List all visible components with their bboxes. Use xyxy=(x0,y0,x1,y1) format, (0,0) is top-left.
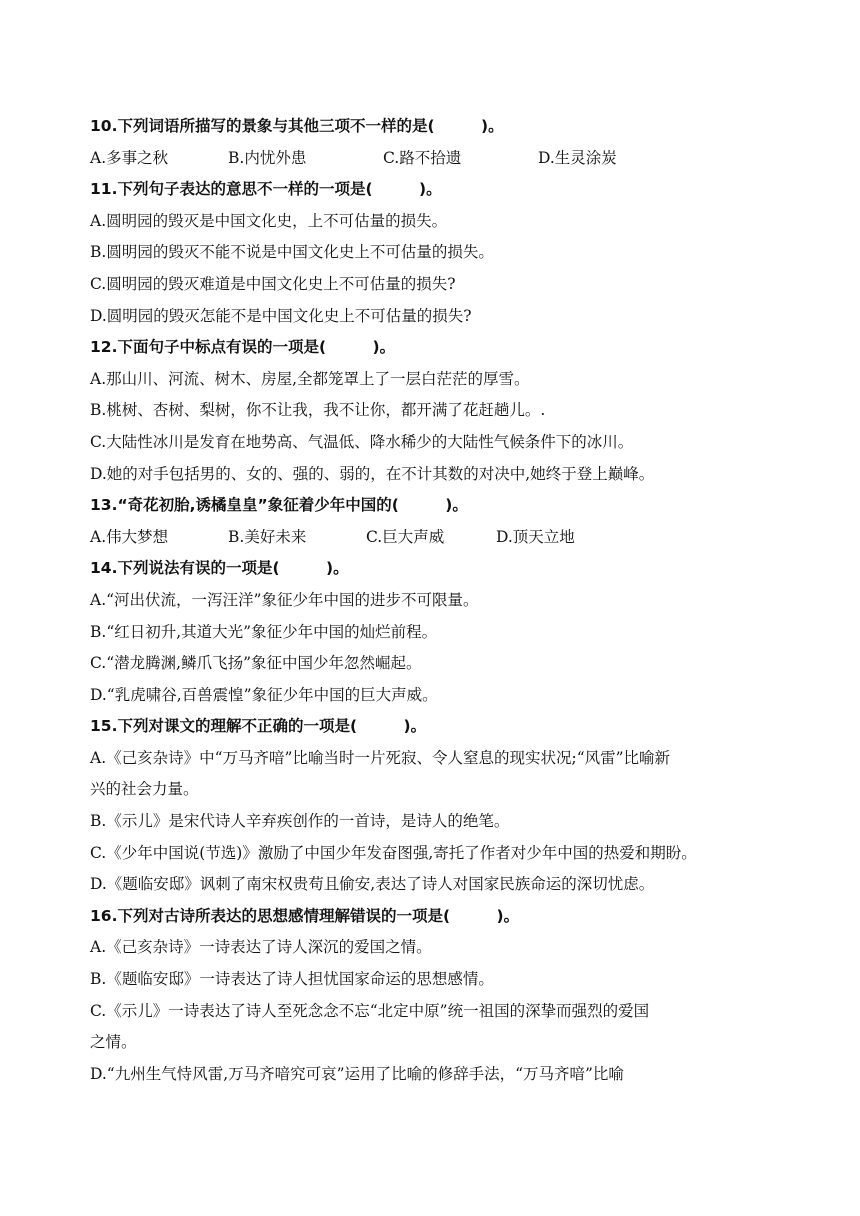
question-15-option-d: D.《题临安邸》讽刺了南宋权贵苟且偷安,表达了诗人对国家民族命运的深切忧虑。 xyxy=(90,875,655,894)
question-13-option-c: C.巨大声威 xyxy=(366,527,445,546)
question-16-option-c-continued: 之情。 xyxy=(90,1033,137,1052)
question-14-option-a: A.“河出伏流，一泻汪洋”象征少年中国的进步不可限量。 xyxy=(90,590,479,609)
question-12-option-c: C.大陆性冰川是发育在地势高、气温低、降水稀少的大陆性气候条件下的冰川。 xyxy=(90,432,634,451)
question-11-option-d: D.圆明园的毁灭怎能不是中国文化史上不可估量的损失? xyxy=(90,306,472,325)
question-15-option-c: C.《少年中国说(节选)》激励了中国少年发奋图强,寄托了作者对少年中国的热爱和期盼。 xyxy=(90,843,697,862)
question-16-option-a: A.《己亥杂诗》一诗表达了诗人深沉的爱国之情。 xyxy=(90,938,432,957)
question-11-option-c: C.圆明园的毁灭难道是中国文化史上不可估量的损失? xyxy=(90,274,456,293)
question-10-option-d: D.生灵涂炭 xyxy=(538,148,617,167)
worksheet-page xyxy=(90,111,790,1090)
question-12-option-d: D.她的对手包括男的、女的、强的、弱的，在不计其数的对决中,她终于登上巅峰。 xyxy=(90,464,655,483)
question-15-option-a-continued: 兴的社会力量。 xyxy=(90,780,199,799)
question-10-option-a: A.多事之秋 xyxy=(90,148,169,167)
question-10-stem: 10.下列词语所描写的景象与其他三项不一样的是( )。 xyxy=(90,117,504,135)
question-11-stem: 11.下列句子表达的意思不一样的一项是( )。 xyxy=(90,180,442,199)
question-16-stem: 16.下列对古诗所表达的思想感情理解错误的一项是( )。 xyxy=(90,906,520,925)
question-14-option-d: D.“乳虎啸谷,百兽震惶”象征少年中国的巨大声威。 xyxy=(90,685,438,704)
question-12-stem: 12.下面句子中标点有误的一项是( )。 xyxy=(90,338,396,357)
question-10-options xyxy=(90,143,790,175)
question-16-option-c: C.《示儿》一诗表达了诗人至死念念不忘“北定中原”统一祖国的深挚而强烈的爱国 xyxy=(90,1001,650,1020)
question-13-stem: 13.“奇花初胎,诱橘皇皇”象征着少年中国的( )。 xyxy=(90,496,468,515)
question-12-option-b: B.桃树、杏树、梨树，你不让我，我不让你，都开满了花赶趟儿。. xyxy=(90,401,546,420)
question-13-option-b: B.美好未来 xyxy=(228,527,307,546)
question-10-option-b: B.内忧外患 xyxy=(228,148,307,167)
question-13-options xyxy=(90,522,790,554)
question-12-option-a: A.那山川、河流、树木、房屋,全都笼罩上了一层白茫茫的厚雪。 xyxy=(90,369,530,388)
question-11-option-a: A.圆明园的毁灭是中国文化史，上不可估量的损失。 xyxy=(90,211,448,230)
question-14-option-c: C.“潜龙腾渊,鳞爪飞扬”象征中国少年忽然崛起。 xyxy=(90,654,422,673)
question-13-option-d: D.顶天立地 xyxy=(496,527,575,546)
question-14-stem: 14.下列说法有误的一项是( )。 xyxy=(90,559,349,578)
question-13-option-a: A.伟大梦想 xyxy=(90,527,169,546)
question-16-option-d: D.“九州生气恃风雷,万马齐喑究可哀”运用了比喻的修辞手法，“万马齐喑”比喻 xyxy=(90,1064,624,1083)
question-15-option-b: B.《示儿》是宋代诗人辛弃疾创作的一首诗，是诗人的绝笔。 xyxy=(90,812,510,831)
question-14-option-b: B.“红日初升,其道大光”象征少年中国的灿烂前程。 xyxy=(90,622,438,641)
question-10-option-c: C.路不拾遗 xyxy=(383,148,462,167)
question-15-option-a: A.《己亥杂诗》中“万马齐喑”比喻当时一片死寂、令人窒息的现实状况;“风雷”比喻新 xyxy=(90,748,671,767)
question-15-stem: 15.下列对课文的理解不正确的一项是( )。 xyxy=(90,717,427,736)
question-16-option-b: B.《题临安邸》一诗表达了诗人担忧国家命运的思想感情。 xyxy=(90,970,494,989)
question-11-option-b: B.圆明园的毁灭不能不说是中国文化史上不可估量的损失。 xyxy=(90,243,494,262)
